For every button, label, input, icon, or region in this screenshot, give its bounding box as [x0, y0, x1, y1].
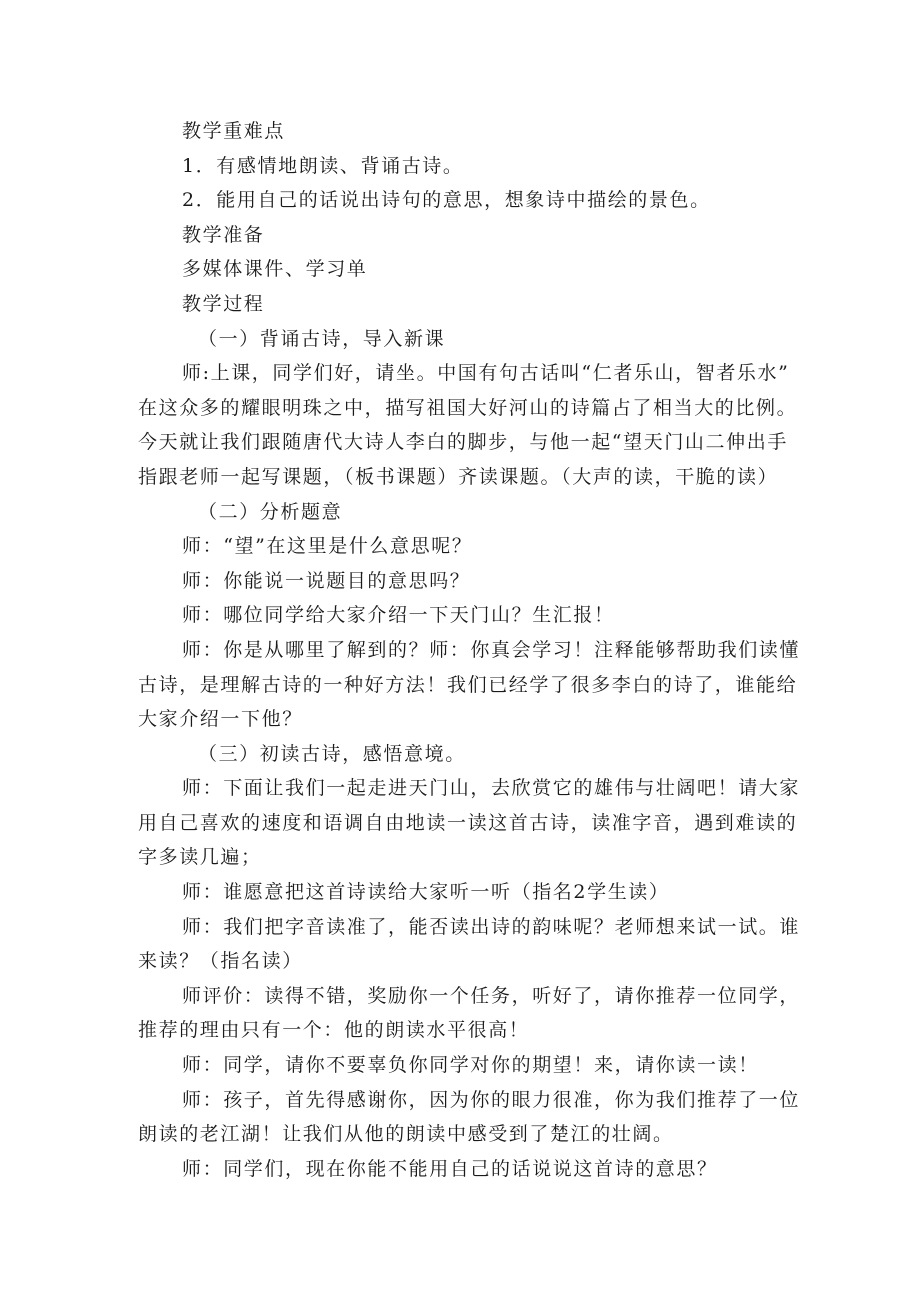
text-line: （二）分析题意 — [198, 500, 343, 523]
text-line: 师：同学们，现在你能不能用自己的话说说这首诗的意思？ — [182, 1157, 718, 1180]
text-line: 师：孩子，首先得感谢你，因为你的眼力很准，你为我们推荐了一位 — [182, 1088, 801, 1111]
text-line: 今天就让我们跟随唐代大诗人李白的脚步，与他一起“望天门山二伸出手 — [138, 431, 788, 454]
text-line: 师：下面让我们一起走进天门山，去欣赏它的雄伟与壮阔吧！请大家 — [182, 777, 801, 800]
text-line: 字多读几遍； — [138, 846, 262, 869]
text-line: 朗读的老江湖！让我们从他的朗读中感受到了楚江的壮阔。 — [138, 1123, 674, 1146]
text-line: 来读？（指名读） — [138, 950, 303, 973]
text-line: 教学重难点 — [182, 120, 286, 142]
text-line: 师：谁愿意把这首诗读给大家听一听（指名2学生读） — [182, 881, 670, 904]
text-line: 教学准备 — [182, 223, 265, 246]
text-line: 师:上课，同学们好，请坐。中国有句古话叫“仁者乐山，智者乐水” — [182, 362, 790, 385]
text-line: 师：哪位同学给大家介绍一下天门山？生汇报！ — [182, 604, 615, 627]
text-line: 师：“望”在这里是什么意思呢？ — [182, 535, 473, 558]
text-line: 师：你能说一说题目的意思吗？ — [182, 569, 471, 592]
text-line: 师：你是从哪里了解到的？师：你真会学习！注释能够帮助我们读懂 — [182, 638, 801, 661]
text-line: 教学过程 — [182, 292, 265, 315]
text-line: 多媒体课件、学习单 — [182, 258, 368, 281]
text-line: （一）背诵古诗，导入新课 — [198, 327, 446, 350]
text-line: 师评价：读得不错，奖励你一个任务，听好了，请你推荐一位同学， — [182, 984, 801, 1007]
text-line: 指跟老师一起写课题，（板书课题）齐读课题。（大声的读，干脆的读） — [138, 465, 779, 488]
text-line: 推荐的理由只有一个：他的朗读水平很高！ — [138, 1019, 530, 1042]
text-line: 古诗，是理解古诗的一种好方法！我们已经学了很多李白的诗了，谁能给 — [138, 673, 798, 696]
text-line: 用自己喜欢的速度和语调自由地读一读这首古诗，读准字音，遇到难读的 — [138, 811, 798, 834]
text-line: （三）初读古诗，感悟意境。 — [198, 742, 466, 765]
document-body — [138, 114, 801, 1186]
text-line: 在这众多的耀眼明珠之中，描写祖国大好河山的诗篇占了相当大的比例。 — [138, 396, 798, 419]
text-line: 大家介绍一下他？ — [138, 708, 303, 731]
text-line: 师：我们把字音读准了，能否读出诗的韵味呢？老师想来试一试。谁 — [182, 915, 801, 938]
text-line: 1．有感情地朗读、背诵古诗。 — [182, 154, 464, 177]
text-line: 2．能用自己的话说出诗句的意思，想象诗中描绘的景色。 — [182, 189, 711, 212]
text-line: 师：同学，请你不要辜负你同学对你的期望！来，请你读一读！ — [182, 1054, 759, 1077]
